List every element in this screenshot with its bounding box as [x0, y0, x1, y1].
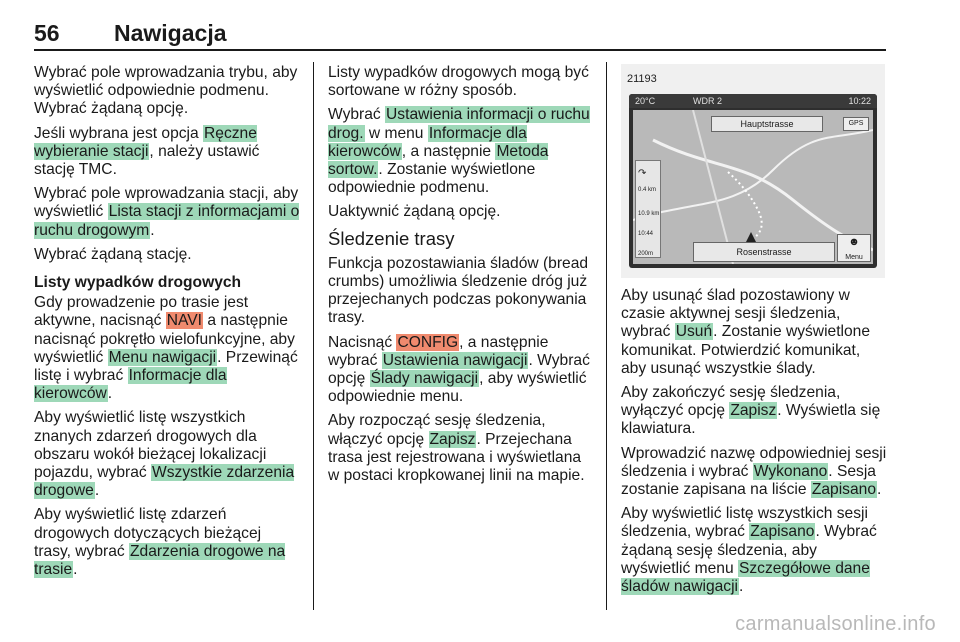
text: , należy ustawić stację TMC. [34, 142, 260, 179]
menu-button[interactable] [837, 234, 871, 262]
text: . [150, 221, 155, 239]
text: Aby wyświetlić listę wszystkich sesji śledzenia, wybrać [621, 505, 868, 541]
text: , aby wyświetlić odpowiednie menu. [328, 370, 587, 406]
turn-info-panel [635, 160, 661, 258]
text: Funkcja pozostawiania śladów (bread crumbs) umożliwia śledzenie dróg już przejechanych podczas pokonywania trasy. [328, 254, 589, 327]
paragraph [34, 409, 302, 500]
text: Jeśli wybrana jest opcja [34, 124, 204, 142]
paragraph [34, 506, 302, 579]
map-view [633, 110, 873, 264]
watermark: carmanualsonline.info [735, 613, 936, 635]
text: . Wybrać opcję [328, 351, 590, 388]
menu-term: Ustawienia informacji o ruchu drog. [328, 106, 590, 142]
current-street-label: Hauptstrasse [711, 116, 823, 132]
turn-arrow-icon: ↷ [638, 168, 647, 179]
menu-label: Menu [845, 254, 863, 261]
paragraph [621, 287, 887, 378]
figure-id: 21193 [627, 73, 657, 85]
text: . Zostanie wyświetlone komunikat. Potwierdzić komunikat, aby usunąć wszystkie ślady. [621, 323, 871, 377]
text: Wybrać [328, 106, 386, 124]
text: Gdy prowadzenie po trasie jest aktywne, nacisnąć [34, 294, 249, 330]
next-street-label: Rosenstrasse [693, 242, 835, 262]
menu-term: Ustawienia nawigacji [382, 351, 528, 369]
column-divider-2 [606, 62, 607, 610]
text: a następnie nacisnąć pokrętło wielofunkcyjne, aby wyświetlić [34, 312, 295, 366]
text: Wybrać żądaną stację. [34, 245, 192, 263]
menu-term: Zapisano [811, 481, 876, 499]
text: w menu [364, 124, 428, 142]
menu-term: Metoda sortow. [328, 142, 549, 179]
menu-term: Zapisz [730, 402, 777, 420]
text: Aby wyświetlić listę wszystkich znanych zdarzeń drogowych dla obszaru wokół bieżącej lokalizacji pojazdu, wybrać [34, 409, 267, 482]
map-scale: 200m [638, 251, 654, 257]
text: Listy wypadków drogowych mogą być sortowane w różny sposób. [328, 64, 589, 100]
paragraph [34, 64, 302, 119]
paragraph [328, 106, 594, 197]
gps-button[interactable]: GPS [843, 117, 869, 131]
text: Wybrać pole wprowadzania trybu, aby wyświetlić odpowiednie podmenu. Wybrać żądaną opcję. [34, 64, 298, 118]
menu-term: Wykonano [753, 462, 828, 480]
button-term: NAVI [166, 312, 202, 330]
text: . [877, 481, 882, 499]
text: . Przejechana trasa jest rejestrowana i wyświetlana w postaci kropkowanej linii na mapie. [328, 430, 585, 485]
arrival-time: 10:44 [638, 231, 654, 237]
paragraph [328, 64, 594, 100]
section-heading: Śledzenie trasy [328, 227, 455, 249]
page-number: 56 [34, 20, 60, 46]
menu-term: Usuń [675, 323, 713, 341]
button-term: CONFIG [397, 333, 459, 351]
text: . Wyświetla się klawiatura. [621, 402, 881, 438]
menu-term: Informacje dla kierowców [328, 124, 527, 160]
chapter-title: Nawigacja [114, 20, 227, 46]
paragraph [34, 185, 302, 240]
nav-screen [629, 94, 877, 268]
column-2 [328, 64, 594, 491]
text: . Wybrać żądaną sesję śledzenia, aby wyświetlić menu [621, 523, 877, 577]
paragraph [34, 246, 302, 264]
text: Uaktywnić żądaną opcję. [328, 203, 501, 221]
paragraph [621, 384, 887, 439]
text: Aby wyświetlić listę zdarzeń drogowych dotyczących bieżącej trasy, wybrać [34, 506, 262, 560]
column-1 [34, 64, 302, 585]
temperature: 20°C [635, 96, 656, 106]
menu-term: Lista stacji z informacjami o ruchu drogowym [34, 203, 300, 239]
distance-to-turn: 0.4 km [638, 187, 657, 193]
paragraph [328, 412, 594, 485]
text: . [107, 385, 113, 403]
paragraph [34, 294, 302, 403]
text: . Przewinąć listę i wybrać [34, 348, 298, 385]
menu-term: Zapisano [750, 523, 815, 541]
text: . Zostanie wyświetlone odpowiednie podmenu. [328, 161, 536, 197]
remaining-distance: 10.9 km [638, 211, 660, 217]
radio-station: WDR 2 [693, 96, 722, 106]
text: . [739, 578, 744, 596]
text: Wybrać pole wprowadzania stacji, aby wyświetlić [34, 185, 299, 221]
text: Aby rozpocząć sesję śledzenia, włączyć opcję [328, 412, 546, 448]
paragraph [328, 203, 594, 221]
text: Wprowadzić nazwę odpowiedniej sesji śledzenia i wybrać [621, 444, 887, 480]
menu-term: Menu nawigacji [108, 348, 217, 366]
paragraph [328, 334, 594, 407]
menu-term: Ręczne wybieranie stacji [34, 124, 257, 160]
paragraph [34, 125, 302, 180]
paragraph [621, 445, 887, 500]
menu-term: Zapisz [429, 430, 476, 448]
page-header [34, 18, 886, 56]
column-3 [621, 64, 887, 602]
column-divider-1 [313, 62, 314, 610]
subheading: Listy wypadków drogowych [34, 274, 242, 292]
text: , a następnie wybrać [328, 333, 549, 369]
paragraph [621, 505, 887, 596]
text: Aby usunąć ślad pozostawiony w czasie aktywnej sesji śledzenia, wybrać [621, 287, 850, 341]
text: . Sesja zostanie zapisana na liście [621, 462, 876, 499]
status-bar [629, 94, 877, 108]
text: . [73, 561, 78, 579]
text: Aby zakończyć sesję śledzenia, wyłączyć opcję [621, 384, 841, 420]
menu-term: Wszystkie zdarzenia drogowe [34, 464, 295, 500]
menu-term: Szczegółowe dane śladów nawigacji [621, 559, 870, 596]
menu-term: Ślady nawigacji [370, 370, 479, 388]
text: , a następnie [401, 142, 496, 160]
person-icon: ☻ [848, 236, 860, 248]
header-rule [34, 49, 886, 51]
navigation-screenshot-figure [621, 64, 885, 278]
text: Nacisnąć [328, 333, 397, 351]
clock: 10:22 [848, 96, 871, 106]
text: . [94, 482, 100, 500]
paragraph [328, 255, 594, 328]
menu-term: Zdarzenia drogowe na trasie [34, 542, 286, 579]
menu-term: Informacje dla kierowców [34, 367, 227, 403]
